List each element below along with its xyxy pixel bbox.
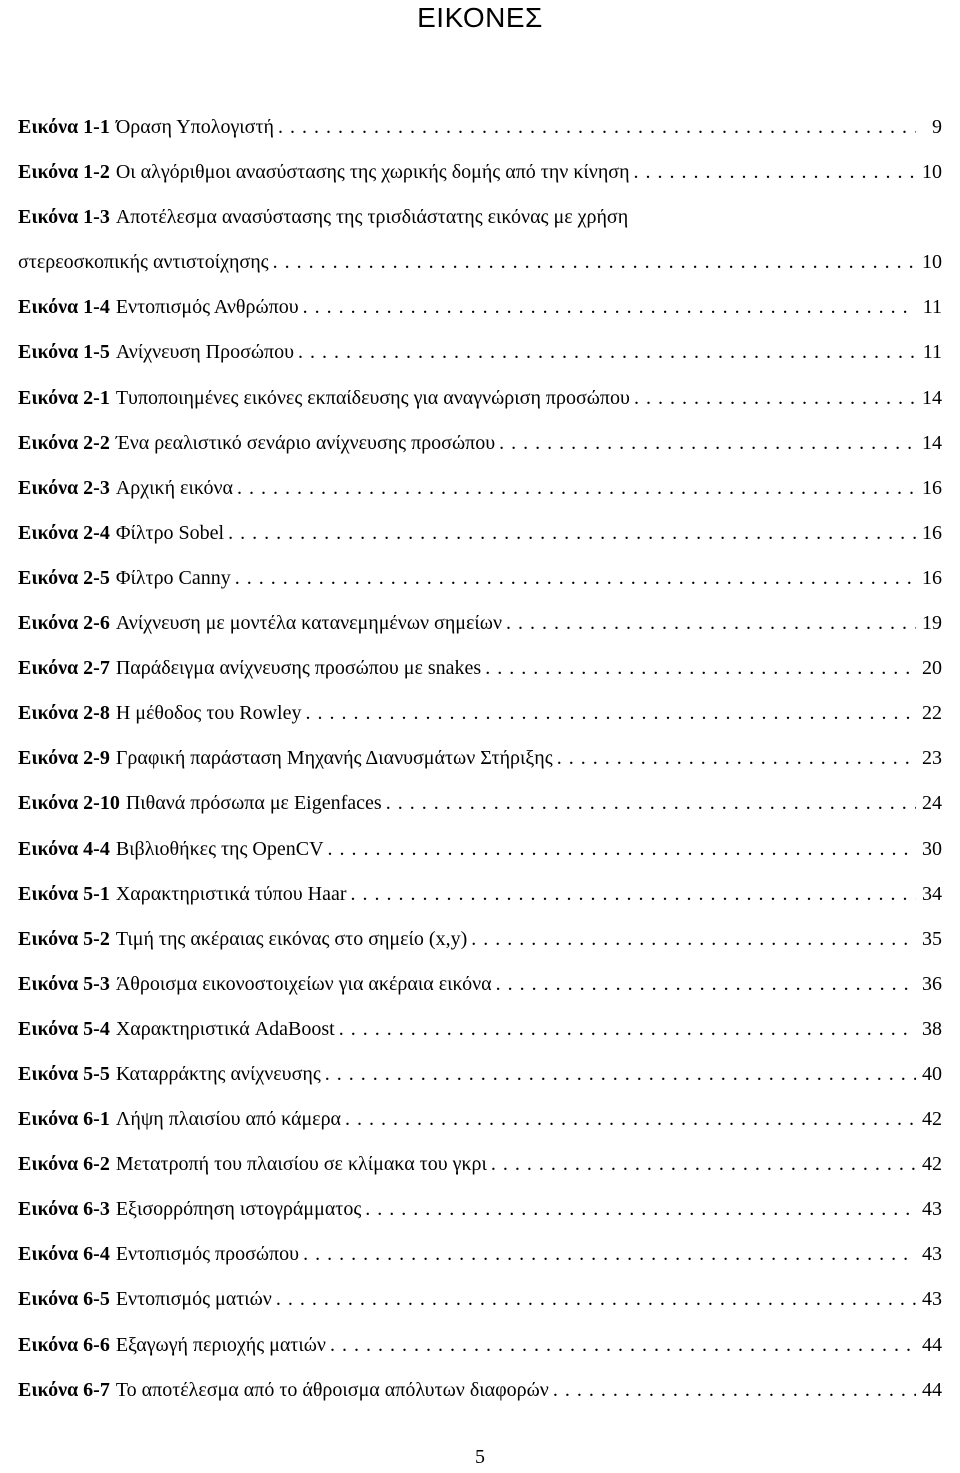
figure-page-number: 24 (922, 792, 942, 815)
figure-entry[interactable] (18, 1142, 942, 1187)
figure-page-number: 34 (922, 882, 942, 905)
figure-label: Εικόνα 2-6 (18, 612, 110, 635)
dot-leader (496, 962, 916, 1007)
figure-page-number: 43 (922, 1288, 942, 1311)
figure-title: Φίλτρο Sobel (115, 521, 225, 544)
dot-leader (485, 646, 916, 691)
figure-label: Εικόνα 2-3 (18, 476, 110, 499)
figure-entry[interactable] (18, 1232, 942, 1277)
figure-entry[interactable] (18, 1277, 942, 1322)
dot-leader (499, 421, 916, 466)
figure-label: Εικόνα 6-6 (18, 1333, 110, 1356)
figure-title: Η μέθοδος του Rowley (115, 702, 302, 725)
figure-entry[interactable] (18, 511, 942, 556)
figure-label: Εικόνα 2-1 (18, 386, 110, 409)
figure-entry[interactable] (18, 1007, 942, 1052)
figure-title: Ανίχνευση με μοντέλα κατανεμημένων σημείων (115, 612, 503, 635)
figure-page-number: 22 (922, 702, 942, 725)
figure-label: Εικόνα 6-3 (18, 1198, 110, 1221)
dot-leader (506, 601, 916, 646)
figure-title: Παράδειγμα ανίχνευσης προσώπου με snakes (115, 657, 482, 680)
figure-page-number: 36 (922, 972, 942, 995)
figure-label: Εικόνα 1-1 (18, 116, 110, 138)
figure-title: Αρχική εικόνα (115, 476, 233, 499)
figure-entry[interactable] (18, 240, 942, 285)
figure-page-number: 35 (922, 927, 942, 950)
figure-entry[interactable] (18, 1052, 942, 1097)
figure-title: Ανίχνευση Προσώπου (115, 341, 295, 364)
figure-page-number: 10 (922, 161, 942, 184)
figure-title: Μετατροπή του πλαισίου σε κλίμακα του γκρι (115, 1153, 487, 1176)
figure-label: Εικόνα 5-2 (18, 927, 110, 950)
figure-page-number: 9 (932, 116, 942, 138)
figure-page-number: 44 (922, 1333, 942, 1356)
figure-title: Καταρράκτης ανίχνευσης (115, 1062, 321, 1085)
figure-entry[interactable] (18, 556, 942, 601)
dot-leader (303, 285, 916, 330)
figure-label: Εικόνα 5-3 (18, 972, 110, 995)
figure-title: Εξισορρόπηση ιστογράμματος (115, 1198, 362, 1221)
dot-leader (557, 736, 916, 781)
figure-label: Εικόνα 1-4 (18, 296, 110, 319)
figure-entry[interactable] (18, 781, 942, 826)
dot-leader (328, 827, 916, 872)
dot-leader (305, 691, 916, 736)
figure-label: Εικόνα 2-10 (18, 792, 120, 815)
figure-label: Εικόνα 5-4 (18, 1017, 110, 1040)
figure-label: Εικόνα 6-2 (18, 1153, 110, 1176)
figure-entry[interactable] (18, 1097, 942, 1142)
figure-title: Ένα ρεαλιστικό σενάριο ανίχνευσης προσώπου (115, 431, 496, 454)
figure-title: Φίλτρο Canny (115, 566, 231, 589)
dot-leader (634, 376, 916, 421)
figure-title: Χαρακτηριστικά AdaBoost (115, 1017, 335, 1040)
figure-entry[interactable] (18, 376, 942, 421)
figure-entry[interactable] (18, 827, 942, 872)
figure-label: Εικόνα 1-3 (18, 206, 110, 229)
figure-title: Οι αλγόριθμοι ανασύστασης της χωρικής δομής από την κίνηση (115, 161, 630, 184)
figure-title: Χαρακτηριστικά τύπου Haar (115, 882, 347, 905)
figure-page-number: 14 (922, 386, 942, 409)
dot-leader (303, 1232, 916, 1277)
figure-page-number: 23 (922, 747, 942, 770)
figure-label: Εικόνα 2-8 (18, 702, 110, 725)
figure-entry[interactable] (18, 195, 942, 240)
dot-leader (365, 1187, 916, 1232)
dot-leader (276, 1277, 916, 1322)
dot-leader (553, 1368, 916, 1413)
figure-title: Εντοπισμός Ανθρώπου (115, 296, 299, 319)
figure-page-number: 16 (922, 566, 942, 589)
figure-label: Εικόνα 2-2 (18, 431, 110, 454)
figure-label: Εικόνα 6-4 (18, 1243, 110, 1266)
dot-leader (634, 150, 916, 195)
figure-entry[interactable] (18, 962, 942, 1007)
figure-page-number: 42 (922, 1108, 942, 1131)
figure-title: Εντοπισμός προσώπου (115, 1243, 300, 1266)
figure-page-number: 11 (922, 296, 942, 319)
figure-entry[interactable] (18, 917, 942, 962)
figure-label: Εικόνα 2-9 (18, 747, 110, 770)
dot-leader (339, 1007, 916, 1052)
figure-entry[interactable] (18, 691, 942, 736)
figure-title: Αποτέλεσμα ανασύστασης της τρισδιάστατης εικόνας με χρήση (115, 206, 629, 229)
figure-title: Βιβλιοθήκες της OpenCV (115, 837, 324, 860)
figure-title: Τιμή της ακέραιας εικόνας στο σημείο (x,y) (115, 927, 468, 950)
figure-title: Άθροισμα εικονοστοιχείων για ακέραια εικόνα (115, 972, 492, 995)
figure-label: Εικόνα 6-1 (18, 1108, 110, 1131)
figure-label: Εικόνα 1-2 (18, 161, 110, 184)
figure-page-number: 19 (922, 612, 942, 635)
dot-leader (471, 917, 916, 962)
figure-entry[interactable] (18, 421, 942, 466)
dot-leader (278, 105, 916, 150)
figure-entry[interactable] (18, 105, 942, 150)
figure-entry[interactable] (18, 285, 942, 330)
figure-entry[interactable] (18, 601, 942, 646)
figure-page-number: 30 (922, 837, 942, 860)
figure-label: Εικόνα 2-5 (18, 566, 110, 589)
dot-leader (325, 1052, 916, 1097)
figure-title: Όραση Υπολογιστή (115, 116, 274, 138)
figure-entry[interactable] (18, 736, 942, 781)
figure-label: Εικόνα 1-5 (18, 341, 110, 364)
figure-page-number: 44 (922, 1378, 942, 1401)
dot-leader (273, 240, 916, 285)
dot-leader (386, 781, 916, 826)
figure-page-number: 40 (922, 1062, 942, 1085)
dot-leader (345, 1097, 916, 1142)
figure-title: Πιθανά πρόσωπα με Eigenfaces (125, 792, 382, 815)
figure-page-number: 16 (922, 476, 942, 499)
figure-title: στερεοσκοπικής αντιστοίχησης (18, 251, 269, 274)
dot-leader (491, 1142, 916, 1187)
page-heading: ΕΙΚΟΝΕΣ (417, 2, 543, 33)
figure-entry[interactable] (18, 150, 942, 195)
figure-page-number: 11 (922, 341, 942, 364)
dot-leader (351, 872, 916, 917)
figure-entry[interactable] (18, 1323, 942, 1368)
figure-page-number: 10 (922, 251, 942, 274)
figure-page-number: 16 (922, 521, 942, 544)
figure-label: Εικόνα 6-5 (18, 1288, 110, 1311)
figure-label: Εικόνα 6-7 (18, 1378, 110, 1401)
figure-page-number: 38 (922, 1017, 942, 1040)
figure-entry[interactable] (18, 466, 942, 511)
figure-page-number: 14 (922, 431, 942, 454)
figure-title: Γραφική παράσταση Μηχανής Διανυσμάτων Στήριξης (115, 747, 553, 770)
figure-title: Εντοπισμός ματιών (115, 1288, 272, 1311)
figure-title: Το αποτέλεσμα από το άθροισμα απόλυτων διαφορών (115, 1378, 549, 1401)
figure-page-number: 43 (922, 1198, 942, 1221)
figure-title: Εξαγωγή περιοχής ματιών (115, 1333, 326, 1356)
dot-leader (237, 466, 916, 511)
dot-leader (298, 330, 916, 375)
figure-label: Εικόνα 2-7 (18, 657, 110, 680)
figure-entry[interactable] (18, 1368, 942, 1413)
figure-title: Τυποποιημένες εικόνες εκπαίδευσης για αναγνώριση προσώπου (115, 386, 630, 409)
figure-entry[interactable] (18, 330, 942, 375)
figure-label: Εικόνα 4-4 (18, 837, 110, 860)
figure-entry[interactable] (18, 646, 942, 691)
figure-list (18, 105, 942, 1413)
figure-entry[interactable] (18, 872, 942, 917)
dot-leader (235, 556, 916, 601)
dot-leader (228, 511, 916, 556)
figure-label: Εικόνα 2-4 (18, 521, 110, 544)
figure-page-number: 43 (922, 1243, 942, 1266)
page-number: 5 (475, 1446, 485, 1468)
figure-page-number: 20 (922, 657, 942, 680)
figure-label: Εικόνα 5-1 (18, 882, 110, 905)
figure-entry[interactable] (18, 1187, 942, 1232)
figure-page-number: 42 (922, 1153, 942, 1176)
figure-title: Λήψη πλαισίου από κάμερα (115, 1108, 342, 1131)
figure-label: Εικόνα 5-5 (18, 1062, 110, 1085)
dot-leader (330, 1323, 916, 1368)
